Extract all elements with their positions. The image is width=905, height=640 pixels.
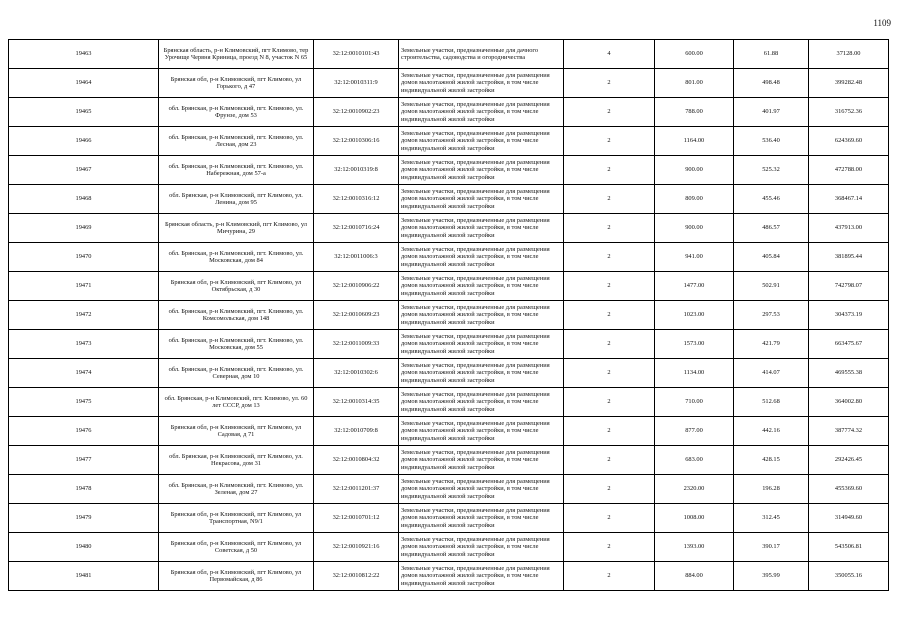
- area-cell: 683.00: [655, 446, 734, 475]
- area-cell: 809.00: [655, 185, 734, 214]
- permitted-use-cell: Земельные участки, предназначенные для дачного строительства, садоводства и огородничества: [399, 40, 564, 69]
- cadastral-number-cell: 32:12:0010316:12: [314, 185, 399, 214]
- specific-value-cell: 297.53: [734, 301, 809, 330]
- cadastral-number-cell: 32:12:0010902:23: [314, 98, 399, 127]
- table-row: [9, 214, 889, 243]
- permitted-use-cell: Земельные участки, предназначенные для размещения домов малоэтажной жилой застройки, в том числе индивидуальной жилой застройки: [399, 272, 564, 301]
- category-cell: 2: [564, 69, 655, 98]
- row-number-cell: 19478: [9, 475, 159, 504]
- specific-value-cell: 61.88: [734, 40, 809, 69]
- table-row: [9, 98, 889, 127]
- cadastral-number-cell: 32:12:0010812:22: [314, 562, 399, 591]
- permitted-use-cell: Земельные участки, предназначенные для размещения домов малоэтажной жилой застройки, в том числе индивидуальной жилой застройки: [399, 533, 564, 562]
- area-cell: 710.00: [655, 388, 734, 417]
- area-cell: 900.00: [655, 214, 734, 243]
- row-number-cell: 19470: [9, 243, 159, 272]
- address-cell: обл. Брянская, р-н Климовский, пгт. Климово, ул. Зеленая, дом 27: [159, 475, 314, 504]
- specific-value-cell: 525.32: [734, 156, 809, 185]
- table-row: [9, 40, 889, 69]
- category-cell: 2: [564, 272, 655, 301]
- category-cell: 2: [564, 359, 655, 388]
- table-row: [9, 330, 889, 359]
- cadastral-value-cell: 472788.00: [809, 156, 889, 185]
- area-cell: 1134.00: [655, 359, 734, 388]
- cadastral-number-cell: 32:12:0010906:22: [314, 272, 399, 301]
- specific-value-cell: 395.99: [734, 562, 809, 591]
- cadastral-number-cell: 32:12:0010709:8: [314, 417, 399, 446]
- table-row: [9, 127, 889, 156]
- permitted-use-cell: Земельные участки, предназначенные для размещения домов малоэтажной жилой застройки, в том числе индивидуальной жилой застройки: [399, 127, 564, 156]
- row-number-cell: 19473: [9, 330, 159, 359]
- cadastral-number-cell: 32:12:0010701:12: [314, 504, 399, 533]
- page-number: 1109: [873, 18, 891, 28]
- row-number-cell: 19474: [9, 359, 159, 388]
- permitted-use-cell: Земельные участки, предназначенные для размещения домов малоэтажной жилой застройки, в том числе индивидуальной жилой застройки: [399, 243, 564, 272]
- area-cell: 801.00: [655, 69, 734, 98]
- address-cell: Брянская обл, р-н Климовский, пгт Климово, ул Садовая, д 71: [159, 417, 314, 446]
- address-cell: обл. Брянская, р-н Климовский, пгт. Климово, ул. 60 лет СССР, дом 13: [159, 388, 314, 417]
- category-cell: 2: [564, 388, 655, 417]
- table-row: [9, 504, 889, 533]
- address-cell: Брянская обл, р-н Климовский, пгт Климово, ул Горького, д 47: [159, 69, 314, 98]
- row-number-cell: 19467: [9, 156, 159, 185]
- area-cell: 600.00: [655, 40, 734, 69]
- cadastral-number-cell: 32:12:0010306:16: [314, 127, 399, 156]
- address-cell: Брянская обл, р-н Климовский, пгт Климово, ул Транспортная, N9/1: [159, 504, 314, 533]
- specific-value-cell: 442.16: [734, 417, 809, 446]
- cadastral-value-cell: 381895.44: [809, 243, 889, 272]
- cadastral-number-cell: 32:12:0011201:37: [314, 475, 399, 504]
- area-cell: 788.00: [655, 98, 734, 127]
- permitted-use-cell: Земельные участки, предназначенные для размещения домов малоэтажной жилой застройки, в том числе индивидуальной жилой застройки: [399, 301, 564, 330]
- area-cell: 877.00: [655, 417, 734, 446]
- address-cell: обл. Брянская, р-н Климовский, пгт. Климово, ул. Северная, дом 10: [159, 359, 314, 388]
- cadastral-number-cell: 32:12:0010716:24: [314, 214, 399, 243]
- specific-value-cell: 401.97: [734, 98, 809, 127]
- row-number-cell: 19475: [9, 388, 159, 417]
- cadastral-value-cell: 469555.38: [809, 359, 889, 388]
- category-cell: 2: [564, 301, 655, 330]
- area-cell: 1477.00: [655, 272, 734, 301]
- table-row: [9, 475, 889, 504]
- cadastral-number-cell: 32:12:0010804:32: [314, 446, 399, 475]
- area-cell: 941.00: [655, 243, 734, 272]
- row-number-cell: 19476: [9, 417, 159, 446]
- address-cell: обл. Брянская, р-н Климовский, пгт. Климово, ул. Комсомольская, дом 148: [159, 301, 314, 330]
- cadastral-value-cell: 399282.48: [809, 69, 889, 98]
- address-cell: Брянская обл, р-н Климовский, пгт Климово, ул Советская, д 50: [159, 533, 314, 562]
- row-number-cell: 19481: [9, 562, 159, 591]
- address-cell: обл. Брянская, р-н Климовский, пгт Климово, ул. Некрасова, дом 31: [159, 446, 314, 475]
- category-cell: 2: [564, 98, 655, 127]
- cadastral-number-cell: 32:12:0010314:35: [314, 388, 399, 417]
- cadastral-value-cell: 543506.81: [809, 533, 889, 562]
- area-cell: 1023.00: [655, 301, 734, 330]
- category-cell: 2: [564, 214, 655, 243]
- category-cell: 2: [564, 185, 655, 214]
- specific-value-cell: 390.17: [734, 533, 809, 562]
- specific-value-cell: 498.48: [734, 69, 809, 98]
- row-number-cell: 19466: [9, 127, 159, 156]
- address-cell: Брянская область, р-н Климовский, пгт Климово, тер Урочище Червня Криница, проезд N 8, участок N 65: [159, 40, 314, 69]
- cadastral-number-cell: 32:12:0011009:33: [314, 330, 399, 359]
- row-number-cell: 19477: [9, 446, 159, 475]
- area-cell: 1393.00: [655, 533, 734, 562]
- specific-value-cell: 414.07: [734, 359, 809, 388]
- land-registry-table: [8, 39, 889, 591]
- cadastral-value-cell: 350055.16: [809, 562, 889, 591]
- specific-value-cell: 536.40: [734, 127, 809, 156]
- table-row: [9, 156, 889, 185]
- row-number-cell: 19471: [9, 272, 159, 301]
- category-cell: 2: [564, 533, 655, 562]
- cadastral-number-cell: 32:12:0010319:8: [314, 156, 399, 185]
- table-row: [9, 243, 889, 272]
- cadastral-value-cell: 437913.00: [809, 214, 889, 243]
- permitted-use-cell: Земельные участки, предназначенные для размещения домов малоэтажной жилой застройки, в том числе индивидуальной жилой застройки: [399, 475, 564, 504]
- table-row: [9, 446, 889, 475]
- cadastral-number-cell: 32:12:0010101:43: [314, 40, 399, 69]
- address-cell: обл. Брянская, р-н Климовский, пгт Климово, ул. Ленина, дом 95: [159, 185, 314, 214]
- permitted-use-cell: Земельные участки, предназначенные для размещения домов малоэтажной жилой застройки, в том числе индивидуальной жилой застройки: [399, 446, 564, 475]
- category-cell: 2: [564, 127, 655, 156]
- cadastral-value-cell: 368467.14: [809, 185, 889, 214]
- row-number-cell: 19465: [9, 98, 159, 127]
- table-row: [9, 388, 889, 417]
- registry-table-body: [9, 40, 889, 591]
- cadastral-number-cell: 32:12:0010609:23: [314, 301, 399, 330]
- table-row: [9, 417, 889, 446]
- table-row: [9, 69, 889, 98]
- cadastral-value-cell: 663475.67: [809, 330, 889, 359]
- cadastral-number-cell: 32:12:0010311:9: [314, 69, 399, 98]
- cadastral-value-cell: 292426.45: [809, 446, 889, 475]
- cadastral-value-cell: 316752.36: [809, 98, 889, 127]
- permitted-use-cell: Земельные участки, предназначенные для размещения домов малоэтажной жилой застройки, в том числе индивидуальной жилой застройки: [399, 214, 564, 243]
- cadastral-number-cell: 32:12:0011006:3: [314, 243, 399, 272]
- specific-value-cell: 421.79: [734, 330, 809, 359]
- address-cell: Брянская область, р-н Климовский, пгт Климово, ул Мичурина, 29: [159, 214, 314, 243]
- area-cell: 1164.00: [655, 127, 734, 156]
- table-row: [9, 359, 889, 388]
- cadastral-value-cell: 455369.60: [809, 475, 889, 504]
- permitted-use-cell: Земельные участки, предназначенные для размещения домов малоэтажной жилой застройки, в том числе индивидуальной жилой застройки: [399, 69, 564, 98]
- row-number-cell: 19463: [9, 40, 159, 69]
- category-cell: 2: [564, 475, 655, 504]
- specific-value-cell: 455.46: [734, 185, 809, 214]
- area-cell: 900.00: [655, 156, 734, 185]
- specific-value-cell: 512.68: [734, 388, 809, 417]
- address-cell: обл. Брянская, р-н Климовский, пгт. Климово, ул. Набережная, дом 57-а: [159, 156, 314, 185]
- category-cell: 2: [564, 156, 655, 185]
- specific-value-cell: 486.57: [734, 214, 809, 243]
- specific-value-cell: 312.45: [734, 504, 809, 533]
- permitted-use-cell: Земельные участки, предназначенные для размещения домов малоэтажной жилой застройки, в том числе индивидуальной жилой застройки: [399, 388, 564, 417]
- table-row: [9, 533, 889, 562]
- cadastral-value-cell: 387774.32: [809, 417, 889, 446]
- category-cell: 4: [564, 40, 655, 69]
- cadastral-number-cell: 32:12:0010921:16: [314, 533, 399, 562]
- cadastral-value-cell: 364002.80: [809, 388, 889, 417]
- specific-value-cell: 428.15: [734, 446, 809, 475]
- permitted-use-cell: Земельные участки, предназначенные для размещения домов малоэтажной жилой застройки, в том числе индивидуальной жилой застройки: [399, 562, 564, 591]
- permitted-use-cell: Земельные участки, предназначенные для размещения домов малоэтажной жилой застройки, в том числе индивидуальной жилой застройки: [399, 98, 564, 127]
- cadastral-number-cell: 32:12:0010302:6: [314, 359, 399, 388]
- table-row: [9, 272, 889, 301]
- area-cell: 2320.00: [655, 475, 734, 504]
- table-row: [9, 301, 889, 330]
- permitted-use-cell: Земельные участки, предназначенные для размещения домов малоэтажной жилой застройки, в том числе индивидуальной жилой застройки: [399, 185, 564, 214]
- row-number-cell: 19472: [9, 301, 159, 330]
- permitted-use-cell: Земельные участки, предназначенные для размещения домов малоэтажной жилой застройки, в том числе индивидуальной жилой застройки: [399, 359, 564, 388]
- cadastral-value-cell: 624369.60: [809, 127, 889, 156]
- row-number-cell: 19480: [9, 533, 159, 562]
- category-cell: 2: [564, 330, 655, 359]
- address-cell: Брянская обл, р-н Климовский, пгт Климово, ул Октябрьская, д 30: [159, 272, 314, 301]
- address-cell: обл. Брянская, р-н Климовский, пгт. Климово, ул. Лесная, дом 23: [159, 127, 314, 156]
- category-cell: 2: [564, 446, 655, 475]
- address-cell: обл. Брянская, р-н Климовский, пгт. Климово, ул. Московская, дом 84: [159, 243, 314, 272]
- row-number-cell: 19464: [9, 69, 159, 98]
- address-cell: Брянская обл, р-н Климовский, пгт Климово, ул Первомайская, д 86: [159, 562, 314, 591]
- cadastral-value-cell: 314949.60: [809, 504, 889, 533]
- category-cell: 2: [564, 504, 655, 533]
- row-number-cell: 19468: [9, 185, 159, 214]
- cadastral-value-cell: 37128.00: [809, 40, 889, 69]
- specific-value-cell: 196.28: [734, 475, 809, 504]
- table-row: [9, 185, 889, 214]
- permitted-use-cell: Земельные участки, предназначенные для размещения домов малоэтажной жилой застройки, в том числе индивидуальной жилой застройки: [399, 156, 564, 185]
- permitted-use-cell: Земельные участки, предназначенные для размещения домов малоэтажной жилой застройки, в том числе индивидуальной жилой застройки: [399, 417, 564, 446]
- area-cell: 1008.00: [655, 504, 734, 533]
- address-cell: обл. Брянская, р-н Климовский, пгт. Климово, ул. Московская, дом 55: [159, 330, 314, 359]
- area-cell: 1573.00: [655, 330, 734, 359]
- table-row: [9, 562, 889, 591]
- permitted-use-cell: Земельные участки, предназначенные для размещения домов малоэтажной жилой застройки, в том числе индивидуальной жилой застройки: [399, 504, 564, 533]
- cadastral-value-cell: 304373.19: [809, 301, 889, 330]
- category-cell: 2: [564, 562, 655, 591]
- address-cell: обл. Брянская, р-н Климовский, пгт. Климово, ул. Фрунзе, дом 53: [159, 98, 314, 127]
- permitted-use-cell: Земельные участки, предназначенные для размещения домов малоэтажной жилой застройки, в том числе индивидуальной жилой застройки: [399, 330, 564, 359]
- cadastral-value-cell: 742798.07: [809, 272, 889, 301]
- specific-value-cell: 405.84: [734, 243, 809, 272]
- specific-value-cell: 502.91: [734, 272, 809, 301]
- category-cell: 2: [564, 417, 655, 446]
- row-number-cell: 19479: [9, 504, 159, 533]
- area-cell: 884.00: [655, 562, 734, 591]
- category-cell: 2: [564, 243, 655, 272]
- row-number-cell: 19469: [9, 214, 159, 243]
